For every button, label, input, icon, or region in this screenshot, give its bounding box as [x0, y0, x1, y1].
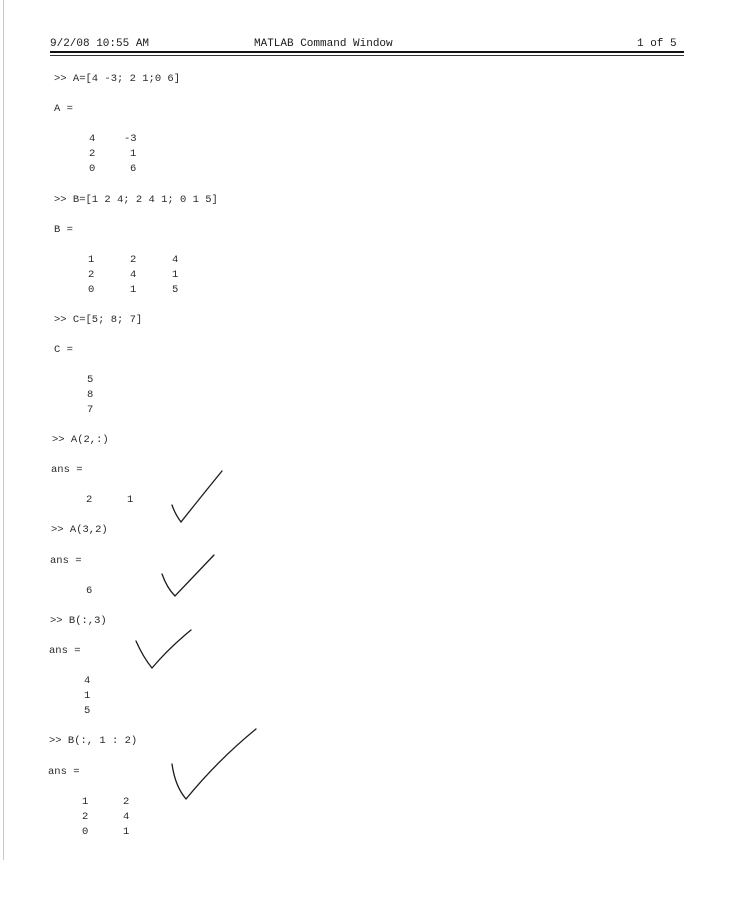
matrix-b-cell: 4	[172, 254, 179, 266]
checkmark-icon	[136, 630, 191, 668]
ans-cell: 1	[84, 690, 91, 702]
matrix-b-cell: 4	[130, 269, 137, 281]
output-label-ans: ans =	[49, 645, 81, 657]
command-b-columns: >> B(:, 1 : 2)	[49, 735, 138, 747]
matrix-b-cell: 2	[88, 269, 95, 281]
ans-cell: 1	[82, 796, 89, 808]
matrix-b-cell: 1	[130, 284, 137, 296]
matrix-b-cell: 0	[88, 284, 95, 296]
matrix-b-cell: 5	[172, 284, 179, 296]
matrix-b-cell: 1	[172, 269, 179, 281]
output-label-ans: ans =	[50, 555, 82, 567]
output-label-ans: ans =	[51, 464, 83, 476]
matrix-b-cell: 2	[130, 254, 137, 266]
vector-c-cell: 7	[87, 404, 94, 416]
output-label-b: B =	[54, 224, 73, 236]
matrix-a-cell: -3	[124, 133, 137, 145]
checkmark-icon	[162, 555, 214, 596]
vector-c-cell: 5	[87, 374, 94, 386]
command-define-c: >> C=[5; 8; 7]	[54, 314, 143, 326]
matrix-a-cell: 2	[89, 148, 96, 160]
command-a-element: >> A(3,2)	[51, 524, 108, 536]
matrix-b-cell: 1	[88, 254, 95, 266]
matrix-a-cell: 0	[89, 163, 96, 175]
header-title: MATLAB Command Window	[254, 38, 393, 50]
ans-cell: 2	[123, 796, 130, 808]
checkmark-icon	[172, 729, 256, 799]
output-label-c: C =	[54, 344, 73, 356]
ans-cell: 6	[86, 585, 93, 597]
ans-cell: 5	[84, 705, 91, 717]
vector-c-cell: 8	[87, 389, 94, 401]
checkmark-icon	[172, 471, 222, 522]
command-define-a: >> A=[4 -3; 2 1;0 6]	[54, 73, 181, 85]
matrix-a-cell: 6	[130, 163, 137, 175]
ans-cell: 2	[82, 811, 89, 823]
header-datetime: 9/2/08 10:55 AM	[50, 38, 150, 50]
ans-cell: 0	[82, 826, 89, 838]
ans-cell: 4	[84, 675, 91, 687]
command-a-row: >> A(2,:)	[52, 434, 109, 446]
output-label-ans: ans =	[48, 766, 80, 778]
command-b-column: >> B(:,3)	[50, 615, 107, 627]
output-label-a: A =	[54, 103, 73, 115]
header-page-number: 1 of 5	[637, 38, 677, 50]
ans-cell: 1	[127, 494, 134, 506]
ans-cell: 1	[123, 826, 130, 838]
matrix-a-cell: 4	[89, 133, 96, 145]
ans-cell: 2	[86, 494, 93, 506]
ans-cell: 4	[123, 811, 130, 823]
command-define-b: >> B=[1 2 4; 2 4 1; 0 1 5]	[54, 194, 218, 206]
matrix-a-cell: 1	[130, 148, 137, 160]
